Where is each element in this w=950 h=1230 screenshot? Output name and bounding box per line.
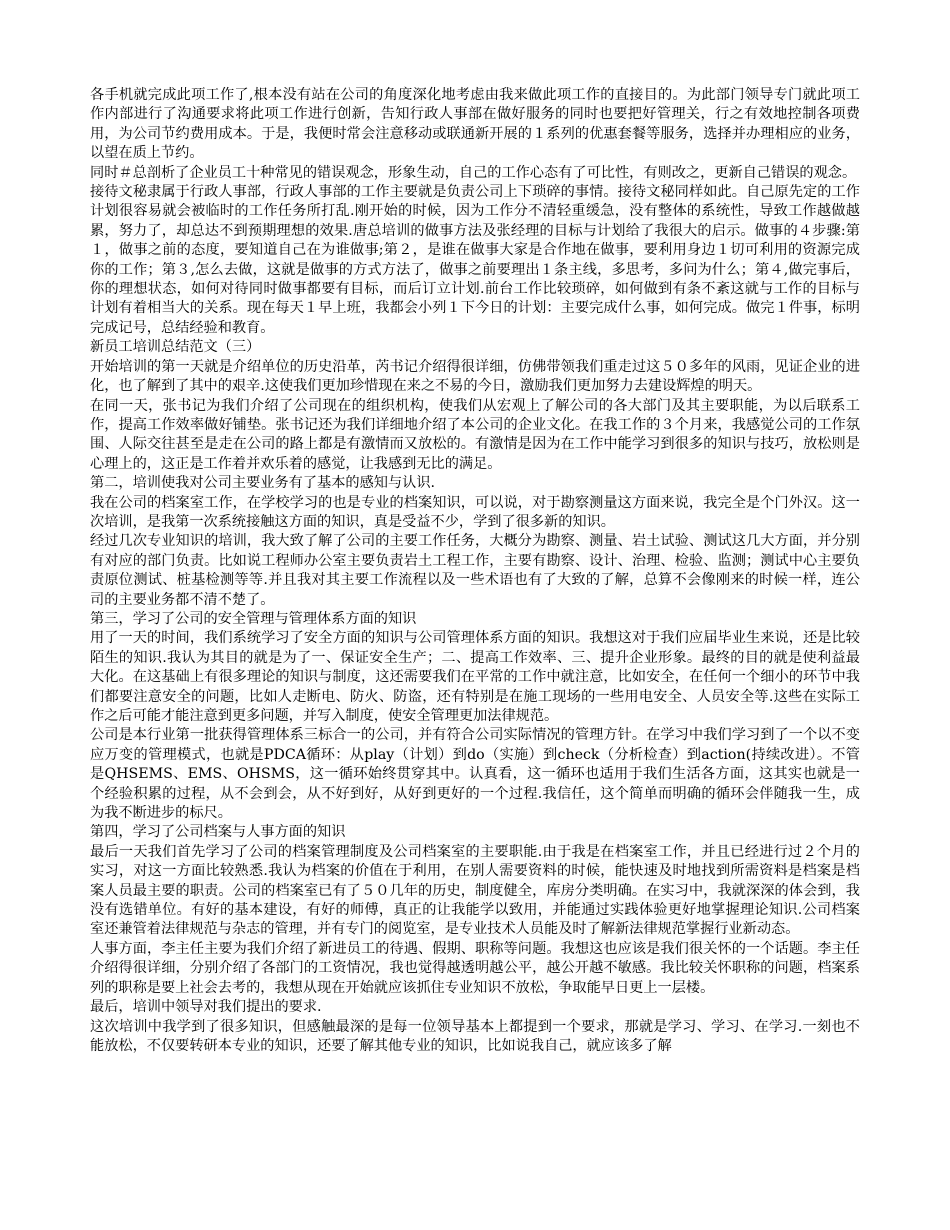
paragraph: 经过几次专业知识的培训，我大致了解了公司的主要工作任务，大概分为勘察、测量、岩土试验、测试这几大方面，并分别有对应的部门负责。比如说工程师办公室主要负责岩土工程工作，主要有勘察、设计、治理、检验、监测；测试中心主要负责原位测试、桩基检测等等.并且我对其主要工作流程以及一些术语也有了大致的了解，总算不会像刚来的时候一样，连公司的主要业务都不清不楚了。	[90, 533, 860, 608]
section-heading: 第四，学习了公司档案与人事方面的知识	[90, 824, 346, 841]
paragraph: 公司是本行业第一批获得管理体系三标合一的公司，并有符合公司实际情况的管理方针。在学习中我们学习到了一个以不变应万变的管理模式，也就是PDCA循环：从play（计划）到do（实施）到check（分析检查）到action(持续改进）。不管是QHSEMS、EMS、OHSMS，这一循环始终贯穿其中。认真看，这一循环也适用于我们生活各方面，这其实也就是一个经验积累的过程，从不会到会，从不好到好，从好到更好的一个过程.我信任，这个简单而明确的循环会伴随我一生，成为我不断进步的标尺。	[90, 727, 860, 822]
paragraph: 同时＃总剖析了企业员工十种常见的错误观念，形象生动，自己的工作心态有了可比性，有则改之，更新自己错误的观念。	[90, 164, 857, 181]
section-heading: 第二，培训使我对公司主要业务有了基本的感知与认识.	[90, 475, 436, 492]
paragraph: 我在公司的档案室工作，在学校学习的也是专业的档案知识，可以说，对于勘察测量这方面来说，我完全是个门外汉。这一次培训，是我第一次系统接触这方面的知识，真是受益不少，学到了很多新的知识。	[90, 494, 860, 530]
paragraph: 最后一天我们首先学习了公司的档案管理制度及公司档案室的主要职能.由于我是在档案室工作，并且已经进行过２个月的实习，对这一方面比较熟悉.我认为档案的价值在于利用，在别人需要资料的时候，能快速及时地找到所需资料是档案是档案人员最主要的职责。公司的档案室已有了５０几年的历史，制度健全，库房分类明确。在实习中，我就深深的体会到，我没有选错单位。有好的基本建设，有好的师傅，真正的让我能学以致用，并能通过实践体验更好地掌握理论知识.公司档案室还兼管着法律规范与杂志的管理，并有专门的阅览室，是专业技术人员能及时了解新法律规范掌握行业新动态。	[90, 843, 860, 938]
document-body	[90, 86, 860, 1056]
paragraph: 接待文秘隶属于行政人事部，行政人事部的工作主要就是负责公司上下琐碎的事情。接待文秘同样如此。自己原先定的工作计划很容易就会被临时的工作任务所打乱.刚开始的时候，因为工作分不清轻重缓急，没有整体的系统性，导致工作越做越累，努力了，却总达不到预期理想的效果.唐总培训的做事方法及张经理的目标与计划给了我很大的启示。做事的４步骤:第１，做事之前的态度，要知道自己在为谁做事;第２，是谁在做事大家是合作地在做事，要利用身边１切可利用的资源完成你的工作；第３,怎么去做，这就是做事的方式方法了，做事之前要理出１条主线，多思考，多问为什么；第４,做完事后，你的理想状态，如何对待同时做事都要有目标，而后订立计划.前台工作比较琐碎，如何做到有条不紊这就与工作的目标与计划有着相当大的关系。现在每天１早上班，我都会小列１下今日的计划：主要完成什么事，如何完成。做完１件事，标明完成记号，总结经验和教育。	[90, 184, 860, 336]
section-heading: 新员工培训总结范文（三）	[90, 339, 261, 356]
paragraph: 各手机就完成此项工作了,根本没有站在公司的角度深化地考虑由我来做此项工作的直接目的。为此部门领导专门就此项工作内部进行了沟通要求将此项工作进行创新，告知行政人事部在做好服务的同时也要把好管理关，行之有效地控制各项费用，为公司节约费用成本。于是，我便时常会注意移动或联通新开展的１系列的优惠套餐等服务，选择并办理相应的业务，以望在质上节约。	[90, 87, 860, 162]
section-heading: 最后，培训中领导对我们提出的要求.	[90, 999, 322, 1016]
paragraph: 这次培训中我学到了很多知识，但感触最深的是每一位领导基本上都提到一个要求，那就是学习、学习、在学习.一刻也不能放松，不仅要转研本专业的知识，还要了解其他专业的知识，比如说我自己，就应该多了解	[90, 1018, 860, 1054]
paragraph: 用了一天的时间，我们系统学习了安全方面的知识与公司管理体系方面的知识。我想这对于我们应届毕业生来说，还是比较陌生的知识.我认为其目的就是为了一、保证安全生产；二、提高工作效率、三、提升企业形象。最终的目的就是使利益最大化。在这基础上有很多理论的知识与制度，这还需要我们在平常的工作中就注意，比如安全，在任何一个细小的环节中我们都要注意安全的问题，比如人走断电、防火、防盗，还有特别是在施工现场的一些用电安全、人员安全等.这些在实际工作之后可能才能注意到更多问题，并写入制度，使安全管理更加法律规范。	[90, 630, 860, 724]
paragraph: 在同一天，张书记为我们介绍了公司现在的组织机构，使我们从宏观上了解公司的各大部门及其主要职能，为以后联系工作，提高工作效率做好铺垫。张书记还为我们详细地介绍了本公司的企业文化。在我工作的３个月来，我感觉公司的工作氛围、人际交往甚至是走在公司的路上都是有激情而又放松的。有激情是因为在工作中能学习到很多的知识与技巧，放松则是心理上的，这正是工作着并欢乐着的感觉，让我感到无比的满足。	[90, 397, 860, 472]
section-heading: 第三，学习了公司的安全管理与管理体系方面的知识	[90, 610, 417, 627]
paragraph: 开始培训的第一天就是介绍单位的历史沿革，芮书记介绍得很详细，仿佛带领我们重走过这５０多年的风雨，见证企业的进化，也了解到了其中的艰辛.这使我们更加珍惜现在来之不易的今日，激励我们更加努力去建设辉煌的明天。	[90, 358, 860, 395]
paragraph: 人事方面，李主任主要为我们介绍了新进员工的待遇、假期、职称等问题。我想这也应该是我们很关怀的一个话题。李主任介绍得很详细，分别介绍了各部门的工资情况，我也觉得越透明越公平，越公开越不敏感。我比较关怀职称的问题，档案系列的职称是要上社会去考的，我想从现在开始就应该抓住专业知识不放松，争取能早日更上一层楼。	[90, 940, 860, 996]
